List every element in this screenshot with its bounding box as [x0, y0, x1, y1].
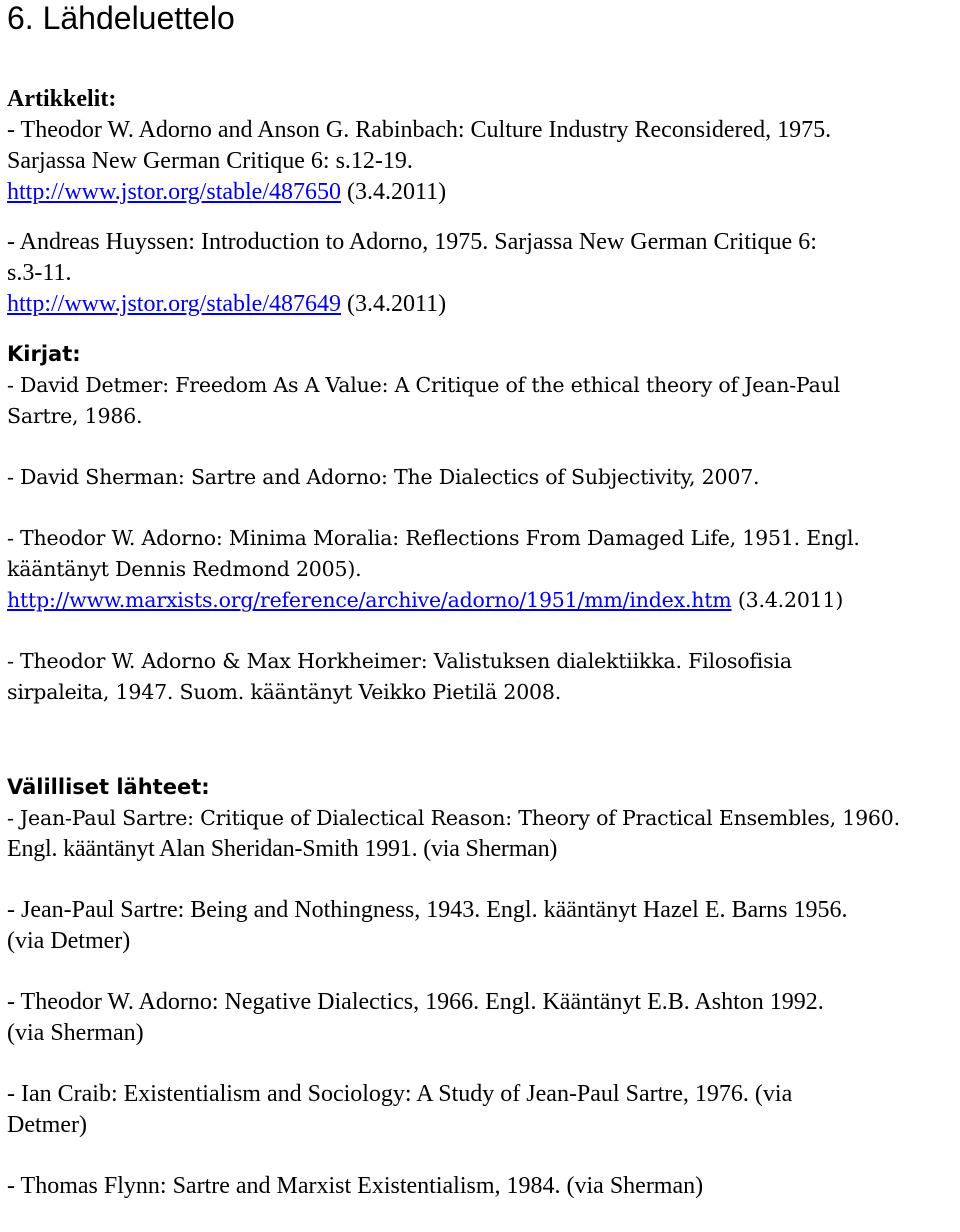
article-entry [7, 115, 957, 208]
marxists-link[interactable]: http://www.marxists.org/reference/archive/adorno/1951/mm/index.htm [7, 588, 732, 612]
entry-line: - Andreas Huyssen: Introduction to Adorno, 1975. Sarjassa New German Critique 6: [7, 229, 817, 255]
entry-link-line [7, 177, 957, 208]
indirect-entry [7, 987, 957, 1049]
book-entry [7, 462, 957, 493]
entry-line: - Jean-Paul Sartre: Being and Nothingness, 1943. Engl. kääntänyt Hazel E. Barns 1956. [7, 897, 848, 923]
entry-line: (via Detmer) [7, 928, 131, 954]
spacer [7, 1141, 957, 1171]
spacer [7, 36, 957, 84]
indirect-entry [7, 803, 957, 865]
entry-line: - David Detmer: Freedom As A Value: A Critique of the ethical theory of Jean-Paul [7, 373, 840, 397]
spacer [7, 208, 957, 227]
spacer [7, 957, 957, 987]
indirect-entry [7, 895, 957, 957]
access-date: (3.4.2011) [731, 588, 844, 612]
entry-line: - Theodor W. Adorno and Anson G. Rabinbach: Culture Industry Reconsidered, 1975. [7, 117, 832, 143]
book-entry [7, 370, 957, 432]
article-entry [7, 227, 957, 320]
entry-line: sirpaleita, 1947. Suom. kääntänyt Veikko Pietilä 2008. [7, 680, 562, 704]
books-heading: Kirjat: [7, 342, 81, 366]
entry-link-line [7, 289, 957, 320]
book-entry [7, 523, 957, 616]
indirect-entry [7, 1171, 957, 1202]
spacer [7, 320, 957, 339]
spacer [7, 616, 957, 646]
jstor-link[interactable]: http://www.jstor.org/stable/487650 [7, 179, 341, 205]
entry-line: - Jean-Paul Sartre: Critique of Dialectical Reason: Theory of Practical Ensembles, 1960. [7, 806, 900, 830]
entry-line: Sarjassa New German Critique 6: s.12-19. [7, 148, 413, 174]
document-page [7, 0, 957, 1202]
page-title: 6. Lähdeluettelo [7, 0, 235, 36]
entry-line: Engl. kääntänyt Alan Sheridan-Smith 1991. (via Sherman) [7, 836, 558, 862]
entry-line: Detmer) [7, 1112, 87, 1138]
entry-line: - Theodor W. Adorno & Max Horkheimer: Valistuksen dialektiikka. Filosofisia [7, 649, 792, 673]
entry-line: - Theodor W. Adorno: Negative Dialectics, 1966. Engl. Kääntänyt E.B. Ashton 1992. [7, 989, 824, 1015]
spacer [7, 1049, 957, 1079]
spacer [7, 493, 957, 523]
indirect-entry [7, 1079, 957, 1141]
indirect-sources-heading: Välilliset lähteet: [7, 775, 210, 799]
entry-line: - Thomas Flynn: Sartre and Marxist Existentialism, 1984. (via Sherman) [7, 1173, 704, 1199]
entry-line: - Theodor W. Adorno: Minima Moralia: Reflections From Damaged Life, 1951. Engl. [7, 526, 860, 550]
entry-link-line [7, 585, 957, 616]
spacer [7, 865, 957, 895]
entry-line: Sartre, 1986. [7, 404, 143, 428]
access-date: (3.4.2011) [341, 291, 447, 317]
articles-heading: Artikkelit: [7, 86, 117, 112]
entry-line: (via Sherman) [7, 1020, 144, 1046]
spacer [7, 708, 957, 772]
entry-line: - David Sherman: Sartre and Adorno: The Dialectics of Subjectivity, 2007. [7, 465, 760, 489]
book-entry [7, 646, 957, 708]
entry-line: kääntänyt Dennis Redmond 2005). [7, 557, 362, 581]
entry-line: s.3-11. [7, 260, 72, 286]
entry-line: - Ian Craib: Existentialism and Sociology: A Study of Jean-Paul Sartre, 1976. (via [7, 1081, 793, 1107]
access-date: (3.4.2011) [341, 179, 447, 205]
jstor-link[interactable]: http://www.jstor.org/stable/487649 [7, 291, 341, 317]
spacer [7, 432, 957, 462]
